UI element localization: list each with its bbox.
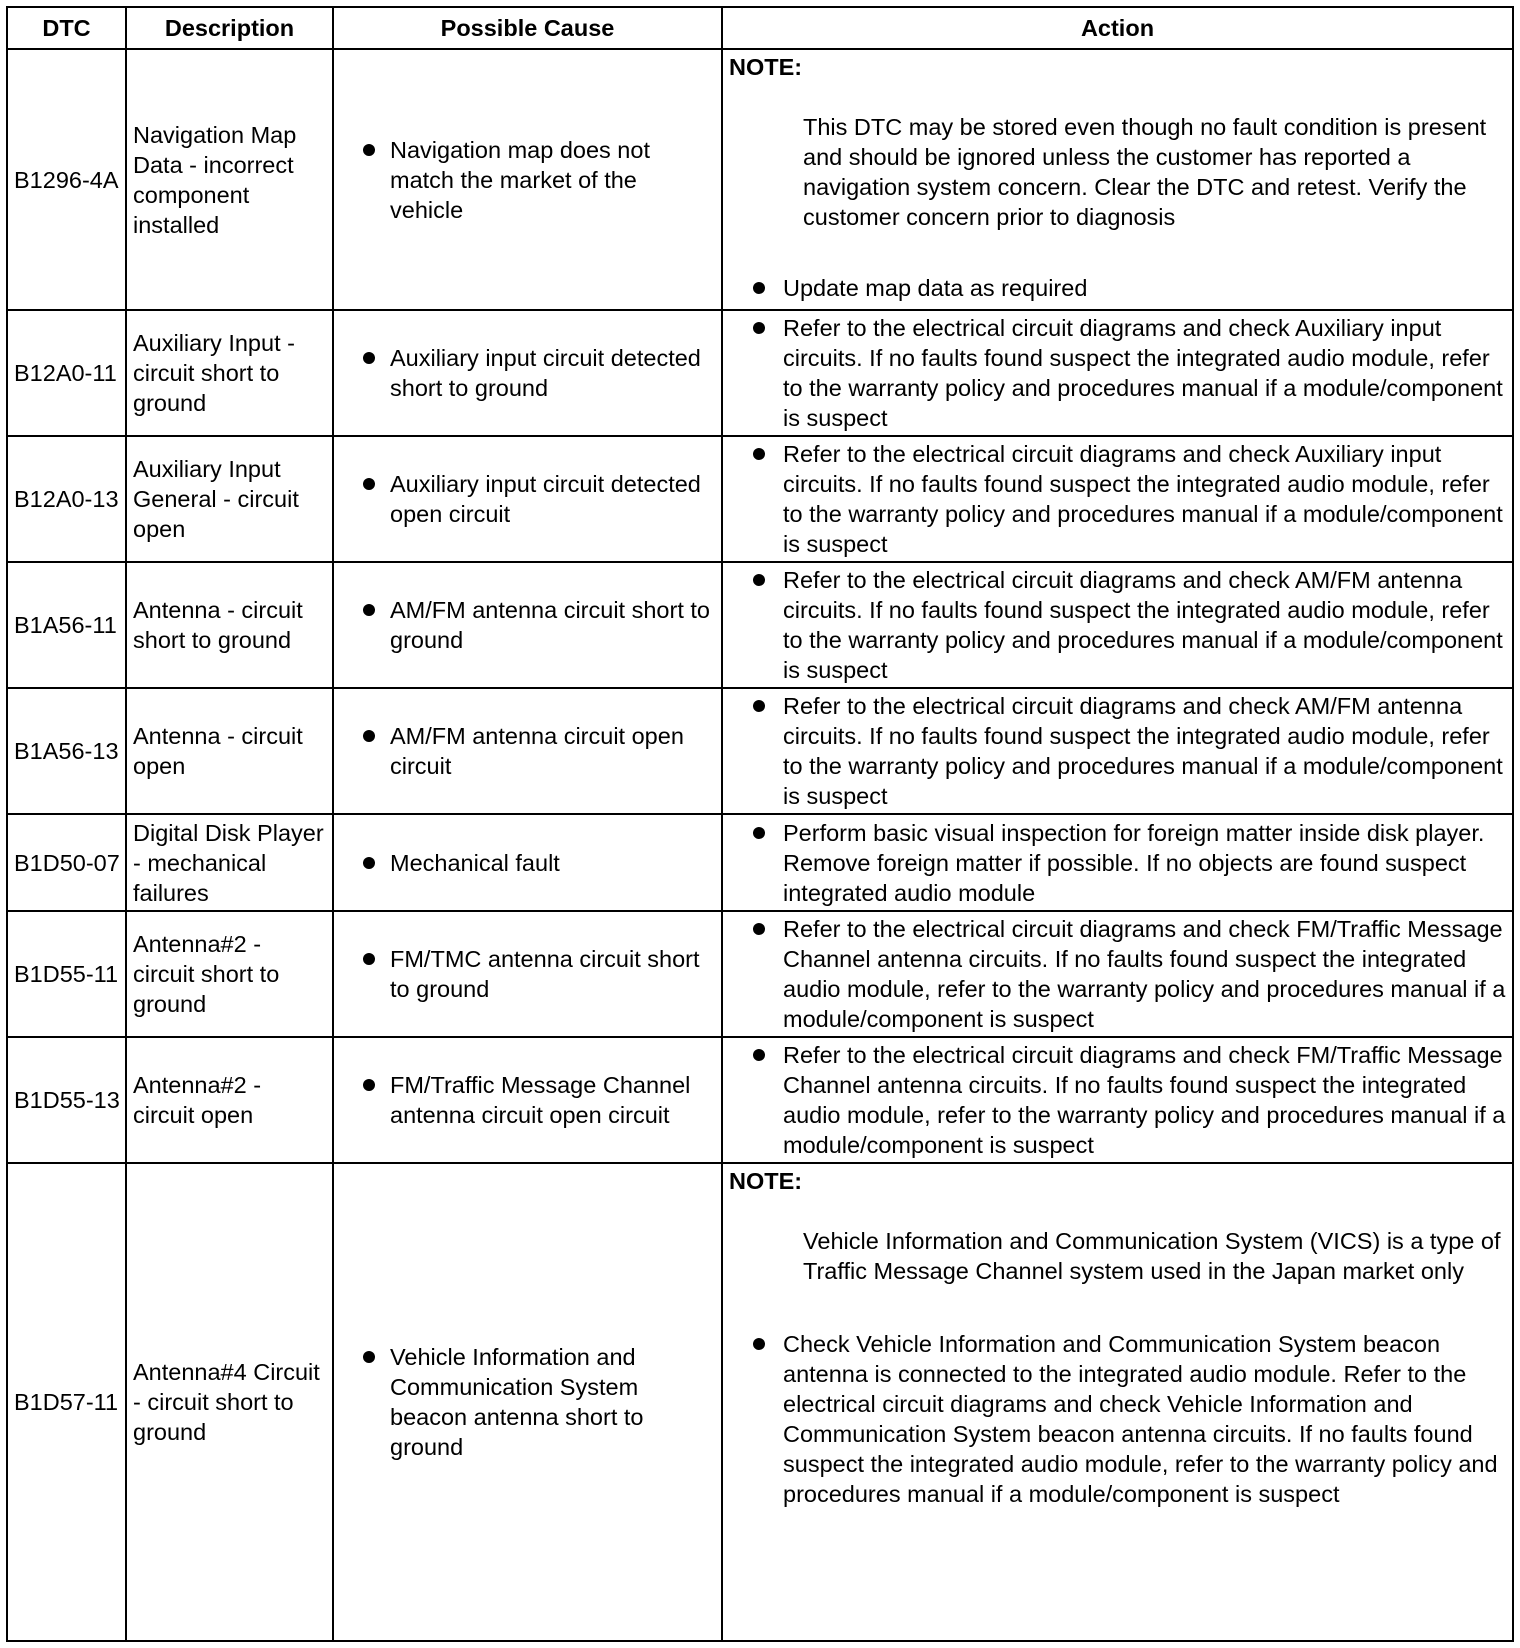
action-item: Perform basic visual inspection for foreign matter inside disk player. Remove foreign matter if possible. If no objects are found suspect integrated audio module bbox=[729, 818, 1506, 908]
dtc-table bbox=[6, 6, 1514, 1642]
action-item: Refer to the electrical circuit diagrams and check FM/Traffic Message Channel antenna circuits. If no faults found suspect the integrated audio module, refer to the warranty policy and procedures manual if a module/component is suspect bbox=[729, 1040, 1506, 1160]
table-row bbox=[7, 1163, 1513, 1641]
possible-cause bbox=[333, 1037, 722, 1163]
dtc-description: Navigation Map Data - incorrect component installed bbox=[126, 49, 333, 310]
possible-cause bbox=[333, 911, 722, 1037]
cause-item: AM/FM antenna circuit open circuit bbox=[340, 721, 715, 781]
dtc-code: B1D50-07 bbox=[7, 814, 126, 911]
possible-cause bbox=[333, 310, 722, 436]
possible-cause bbox=[333, 814, 722, 911]
note-label: NOTE: bbox=[729, 54, 803, 80]
table-row bbox=[7, 49, 1513, 310]
dtc-description: Digital Disk Player - mechanical failures bbox=[126, 814, 333, 911]
note-text: This DTC may be stored even though no fault condition is present and should be ignored unless the customer has reported a navigation system concern. Clear the DTC and retest. Verify the customer concern prior to diagnosis bbox=[803, 114, 1487, 230]
action-item: Refer to the electrical circuit diagrams and check AM/FM antenna circuits. If no faults found suspect the integrated audio module, refer to the warranty policy and procedures manual if a module/component is suspect bbox=[729, 691, 1506, 811]
possible-cause bbox=[333, 688, 722, 814]
header-description: Description bbox=[126, 7, 333, 49]
dtc-code: B1D55-11 bbox=[7, 911, 126, 1037]
table-row bbox=[7, 911, 1513, 1037]
header-dtc: DTC bbox=[7, 7, 126, 49]
note-label: NOTE: bbox=[729, 1168, 803, 1194]
dtc-code: B1D57-11 bbox=[7, 1163, 126, 1641]
cause-item: Auxiliary input circuit detected open circuit bbox=[340, 469, 715, 529]
action bbox=[722, 562, 1513, 688]
possible-cause bbox=[333, 436, 722, 562]
dtc-code: B12A0-13 bbox=[7, 436, 126, 562]
note-text: Vehicle Information and Communication System (VICS) is a type of Traffic Message Channel system used in the Japan market only bbox=[803, 1228, 1501, 1284]
header-action: Action bbox=[722, 7, 1513, 49]
action bbox=[722, 1037, 1513, 1163]
action bbox=[722, 436, 1513, 562]
action bbox=[722, 310, 1513, 436]
table-row bbox=[7, 562, 1513, 688]
cause-item: AM/FM antenna circuit short to ground bbox=[340, 595, 715, 655]
dtc-description: Antenna#4 Circuit - circuit short to ground bbox=[126, 1163, 333, 1641]
cause-item: Auxiliary input circuit detected short to ground bbox=[340, 343, 715, 403]
dtc-description: Antenna - circuit short to ground bbox=[126, 562, 333, 688]
action bbox=[722, 49, 1513, 310]
dtc-code: B1296-4A bbox=[7, 49, 126, 310]
dtc-code: B12A0-11 bbox=[7, 310, 126, 436]
dtc-code: B1D55-13 bbox=[7, 1037, 126, 1163]
action bbox=[722, 911, 1513, 1037]
action-item: Refer to the electrical circuit diagrams and check FM/Traffic Message Channel antenna circuits. If no faults found suspect the integrated audio module, refer to the warranty policy and procedures manual if a module/component is suspect bbox=[729, 914, 1506, 1034]
action bbox=[722, 688, 1513, 814]
table-header-row bbox=[7, 7, 1513, 49]
dtc-description: Auxiliary Input - circuit short to ground bbox=[126, 310, 333, 436]
possible-cause bbox=[333, 49, 722, 310]
cause-item: FM/Traffic Message Channel antenna circuit open circuit bbox=[340, 1070, 715, 1130]
possible-cause bbox=[333, 562, 722, 688]
table-row bbox=[7, 814, 1513, 911]
action-item: Update map data as required bbox=[729, 273, 1506, 303]
dtc-description: Auxiliary Input General - circuit open bbox=[126, 436, 333, 562]
table-row bbox=[7, 1037, 1513, 1163]
action-item: Refer to the electrical circuit diagrams and check Auxiliary input circuits. If no faults found suspect the integrated audio module, refer to the warranty policy and procedures manual if a module/component is suspect bbox=[729, 439, 1506, 559]
action-item: Refer to the electrical circuit diagrams and check AM/FM antenna circuits. If no faults found suspect the integrated audio module, refer to the warranty policy and procedures manual if a module/component is suspect bbox=[729, 565, 1506, 685]
dtc-description: Antenna#2 - circuit open bbox=[126, 1037, 333, 1163]
cause-item: Vehicle Information and Communication System beacon antenna short to ground bbox=[340, 1342, 715, 1462]
table-row bbox=[7, 436, 1513, 562]
dtc-description: Antenna - circuit open bbox=[126, 688, 333, 814]
action bbox=[722, 1163, 1513, 1641]
cause-item: Mechanical fault bbox=[340, 848, 715, 878]
cause-item: FM/TMC antenna circuit short to ground bbox=[340, 944, 715, 1004]
dtc-code: B1A56-11 bbox=[7, 562, 126, 688]
dtc-document bbox=[6, 6, 1512, 1642]
action bbox=[722, 814, 1513, 911]
action-item: Refer to the electrical circuit diagrams and check Auxiliary input circuits. If no faults found suspect the integrated audio module, refer to the warranty policy and procedures manual if a module/component is suspect bbox=[729, 313, 1506, 433]
dtc-code: B1A56-13 bbox=[7, 688, 126, 814]
table-row bbox=[7, 310, 1513, 436]
action-item: Check Vehicle Information and Communication System beacon antenna is connected to the integrated audio module. Refer to the electrical circuit diagrams and check Vehicle Information and Communication System beacon antenna circuits. If no faults found suspect the integrated audio module, refer to the warranty policy and procedures manual if a module/component is suspect bbox=[729, 1329, 1506, 1509]
table-row bbox=[7, 688, 1513, 814]
dtc-description: Antenna#2 - circuit short to ground bbox=[126, 911, 333, 1037]
cause-item: Navigation map does not match the market of the vehicle bbox=[340, 135, 715, 225]
possible-cause bbox=[333, 1163, 722, 1641]
header-possible-cause: Possible Cause bbox=[333, 7, 722, 49]
